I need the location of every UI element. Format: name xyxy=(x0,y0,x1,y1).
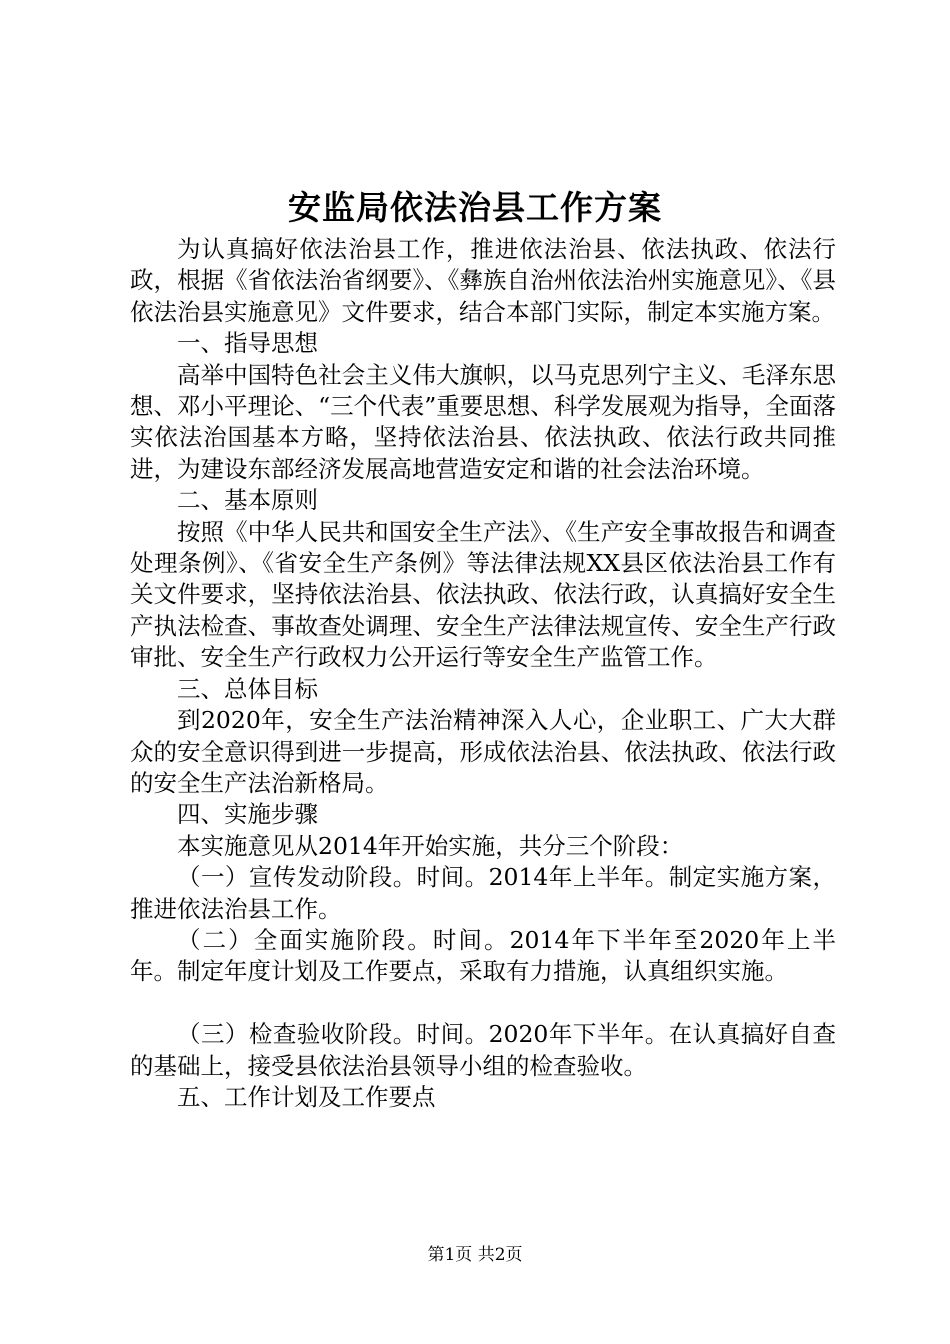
guiding-thought-paragraph: 高举中国特色社会主义伟大旗帜，以马克思列宁主义、毛泽东思想、邓小平理论、“三个代表”重要思想、科学发展观为指导，全面落实依法治国基本方略，坚持依法治县、依法执政、依法行政共同推进，为建设东部经济发展高地营造安定和谐的社会法治环境。 xyxy=(130,360,836,483)
intro-paragraph: 为认真搞好依法治县工作，推进依法治县、依法执政、依法行政，根据《省依法治省纲要》、《彝族自治州依法治州实施意见》、《县依法治县实施意见》文件要求，结合本部门实际，制定本实施方案。 xyxy=(130,235,836,326)
overall-goal-paragraph: 到2020年，安全生产法治精神深入人心，企业职工、广大大群众的安全意识得到进一步提高，形成依法治县、依法执政、依法行政的安全生产法治新格局。 xyxy=(130,706,836,797)
basic-principles-paragraph: 按照《中华人民共和国安全生产法》、《生产安全事故报告和调查处理条例》、《省安全生产条例》等法律法规XX县区依法治县工作有关文件要求，坚持依法治县、依法执政、依法行政，认真搞好安全生产执法检查、事故查处调理、安全生产法律法规宣传、安全生产行政审批、安全生产行政权力公开运行等安全生产监管工作。 xyxy=(130,517,836,672)
section-heading-implementation-steps: 四、实施步骤 xyxy=(177,800,318,829)
stage-three-paragraph: （三）检查验收阶段。时间。2020年下半年。在认真搞好自查的基础上，接受县依法治县领导小组的检查验收。 xyxy=(130,1020,836,1080)
stage-two-paragraph: （二）全面实施阶段。时间。2014年下半年至2020年上半年。制定年度计划及工作要点，采取有力措施，认真组织实施。 xyxy=(130,925,836,986)
section-heading-overall-goal: 三、总体目标 xyxy=(177,674,318,703)
implementation-intro-paragraph: 本实施意见从2014年开始实施，共分三个阶段： xyxy=(177,831,684,860)
document-title: 安监局依法治县工作方案 xyxy=(288,188,662,227)
stage-one-paragraph: （一）宣传发动阶段。时间。2014年上半年。制定实施方案，推进依法治县工作。 xyxy=(130,863,836,923)
document-body xyxy=(130,234,836,1113)
section-heading-work-plan: 五、工作计划及工作要点 xyxy=(177,1082,436,1111)
section-heading-basic-principles: 二、基本原则 xyxy=(177,486,318,515)
page-footer: 第1页 共2页 xyxy=(427,1245,523,1265)
section-heading-guiding-thought: 一、指导思想 xyxy=(177,329,318,358)
